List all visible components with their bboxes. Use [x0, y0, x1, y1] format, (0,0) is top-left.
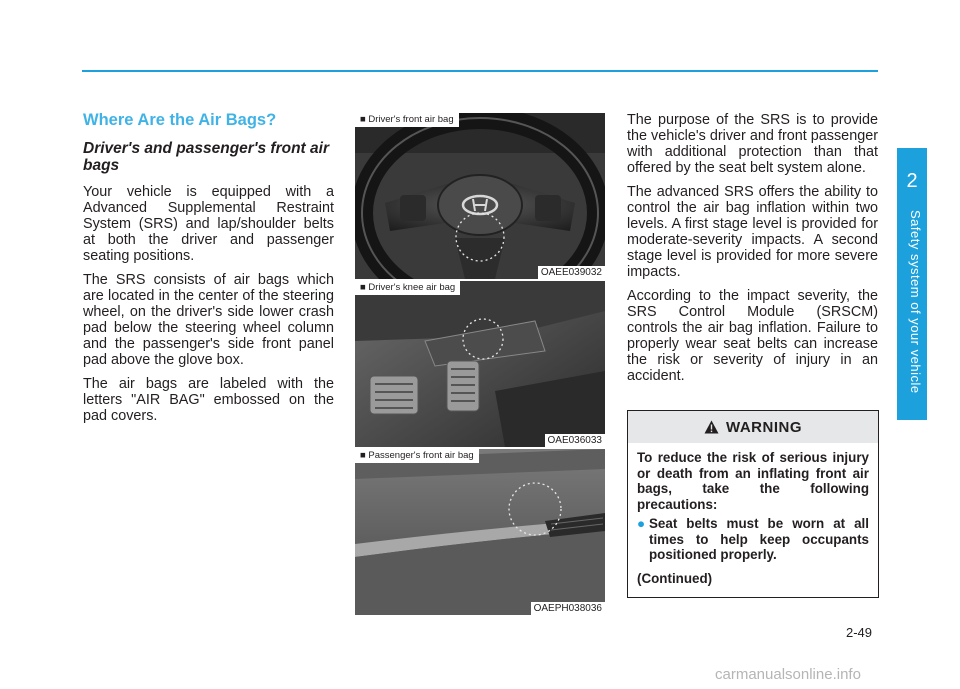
section-subheading: Driver's and passenger's front air bags [83, 140, 329, 174]
chapter-title: Safety system of your vehicle [908, 210, 923, 394]
warning-header [628, 411, 878, 443]
page-number: 2-49 [846, 625, 873, 640]
figure-caption: ■ Passenger's front air bag [355, 449, 479, 463]
header-rule [82, 70, 878, 72]
chapter-tab[interactable] [897, 148, 927, 420]
figure-driver-knee-airbag [355, 281, 605, 447]
paragraph: The advanced SRS offers the ability to control the air bag inflation within two levels. A first stage level is provided for moderate-severity impacts. A second stage level is provided for more severe impacts. [627, 184, 878, 280]
bullet-icon: ● [637, 516, 646, 531]
warning-bullet-text: Seat belts must be worn at all times to help keep occupants positioned properly. [649, 516, 869, 562]
warning-box [627, 410, 879, 598]
figure-caption: ■ Driver's front air bag [355, 113, 459, 127]
figure-driver-front-airbag [355, 113, 605, 279]
figure-code: OAEPH038036 [531, 602, 605, 615]
section-heading: Where Are the Air Bags? [83, 111, 277, 129]
left-column [83, 112, 334, 432]
paragraph: Your vehicle is equipped with a Advanced Supplemental Restraint System (SRS) and lap/shoulder belts at both the driver and passenger seating positions. [83, 184, 334, 264]
passenger-airbag-illustration [355, 449, 605, 615]
chapter-number: 2 [906, 170, 918, 192]
figure-passenger-front-airbag [355, 449, 605, 615]
paragraph: The SRS consists of air bags which are located in the center of the steering wheel, on the driver's side lower crash pad below the steering wheel column and the passenger's side front panel pad above the glove box. [83, 272, 334, 368]
figure-code: OAE036033 [545, 434, 606, 447]
warning-triangle-icon [704, 420, 719, 434]
footer-watermark: carmanualsonline.info [715, 666, 861, 683]
continued-label: (Continued) [637, 570, 713, 586]
warning-bullet-item [637, 516, 869, 567]
warning-intro: To reduce the risk of serious injury or death from an inflating front air bags, take the following precautions: [637, 450, 869, 512]
knee-airbag-illustration [355, 281, 605, 447]
figure-code: OAEE039032 [538, 266, 605, 279]
paragraph: The purpose of the SRS is to provide the vehicle's driver and front passenger with additional protection than that offered by the seat belt system alone. [627, 112, 878, 176]
right-column [627, 112, 878, 392]
paragraph: The air bags are labeled with the letters "AIR BAG" embossed on the pad covers. [83, 376, 334, 424]
steering-wheel-illustration [355, 113, 605, 279]
warning-title: WARNING [726, 418, 802, 436]
warning-body [628, 443, 878, 586]
paragraph: According to the impact severity, the SRS Control Module (SRSCM) controls the air bag inflation. Failure to properly wear seat belts can increase the risk or severity of injury in an accident. [627, 288, 878, 384]
figure-caption: ■ Driver's knee air bag [355, 281, 460, 295]
